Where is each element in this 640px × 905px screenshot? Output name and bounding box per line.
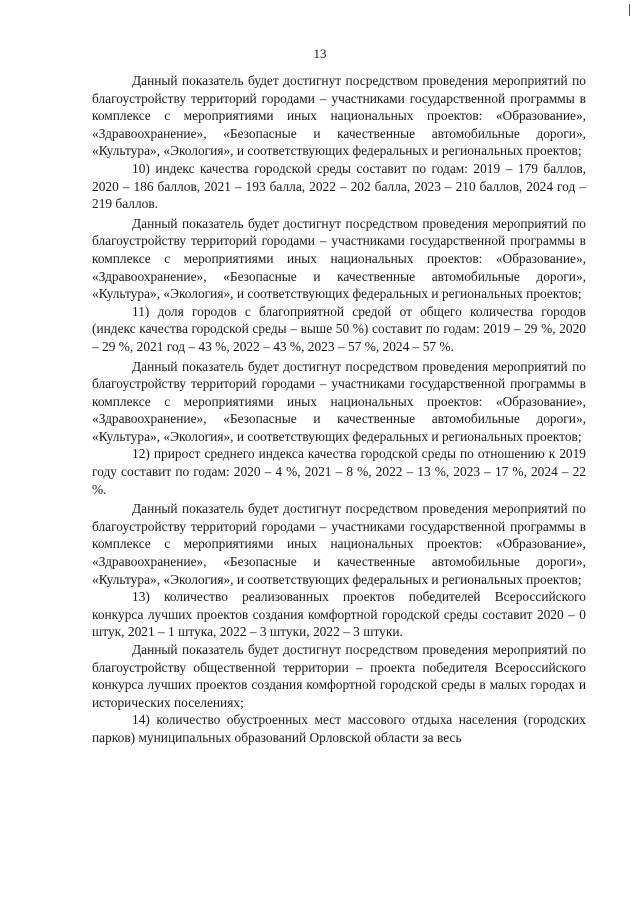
paragraph: 14) количество обустроенных мест массового отдыха населения (городских парков) муниципальных образований Орловской области за весь bbox=[92, 712, 586, 745]
paragraph: 11) доля городов с благоприятной средой от общего количества городов (индекс качества городской среды – выше 50 %) составит по годам: 2019 – 29 %, 2020 – 29 %, 2021 год – 43 %, 2022 – 43 %, 2023 – 57 %, 2024 – 57 %. bbox=[92, 303, 586, 354]
paragraph: Данный показатель будет достигнут посредством проведения мероприятий по благоустройству территорий городами – участниками государственной программы в комплексе с мероприятиями иных национальных проектов: «Образование», «Здравоохранение», «Безопасные и качественные автомобильные дороги», «Культура», «Экология», и соответствующих федеральных и региональных проектов; bbox=[92, 73, 586, 159]
paragraph: Данный показатель будет достигнут посредством проведения мероприятий по благоустройству территорий городами – участниками государственной программы в комплексе с мероприятиями иных национальных проектов: «Образование», «Здравоохранение», «Безопасные и качественные автомобильные дороги», «Культура», «Экология», и соответствующих федеральных и региональных проектов; bbox=[92, 358, 586, 444]
paragraph: 12) прирост среднего индекса качества городской среды по отношению к 2019 году составит по годам: 2020 – 4 %, 2021 – 8 %, 2022 – 13 %, 2023 – 17 %, 2024 – 22 %. bbox=[92, 446, 586, 497]
scan-mark bbox=[629, 4, 630, 16]
paragraph: Данный показатель будет достигнут посредством проведения мероприятий по благоустройству территорий городами – участниками государственной программы в комплексе с мероприятиями иных национальных проектов: «Образование», «Здравоохранение», «Безопасные и качественные автомобильные дороги», «Культура», «Экология», и соответствующих федеральных и региональных проектов; bbox=[92, 501, 586, 587]
paragraph: Данный показатель будет достигнут посредством проведения мероприятий по благоустройству территорий городами – участниками государственной программы в комплексе с мероприятиями иных национальных проектов: «Образование», «Здравоохранение», «Безопасные и качественные автомобильные дороги», «Культура», «Экология», и соответствующих федеральных и региональных проектов; bbox=[92, 215, 586, 302]
body-text bbox=[92, 72, 586, 747]
paragraph: Данный показатель будет достигнут посредством проведения мероприятий по благоустройству общественной территории – проекта победителя Всероссийского конкурса лучших проектов создания комфортной городской среды в малых городах и исторических поселениях; bbox=[92, 642, 586, 710]
page-number: 13 bbox=[313, 46, 327, 61]
paragraph: 13) количество реализованных проектов победителей Всероссийского конкурса лучших проектов создания комфортной городской среды составит 2020 – 0 штук, 2021 – 1 штука, 2022 – 3 штуки, 2022 – 3 штуки. bbox=[92, 589, 586, 640]
paragraph: 10) индекс качества городской среды составит по годам: 2019 – 179 баллов, 2020 – 186 баллов, 2021 – 193 балла, 2022 – 202 балла, 2023 – 210 баллов, 2024 год – 219 баллов. bbox=[92, 160, 586, 212]
